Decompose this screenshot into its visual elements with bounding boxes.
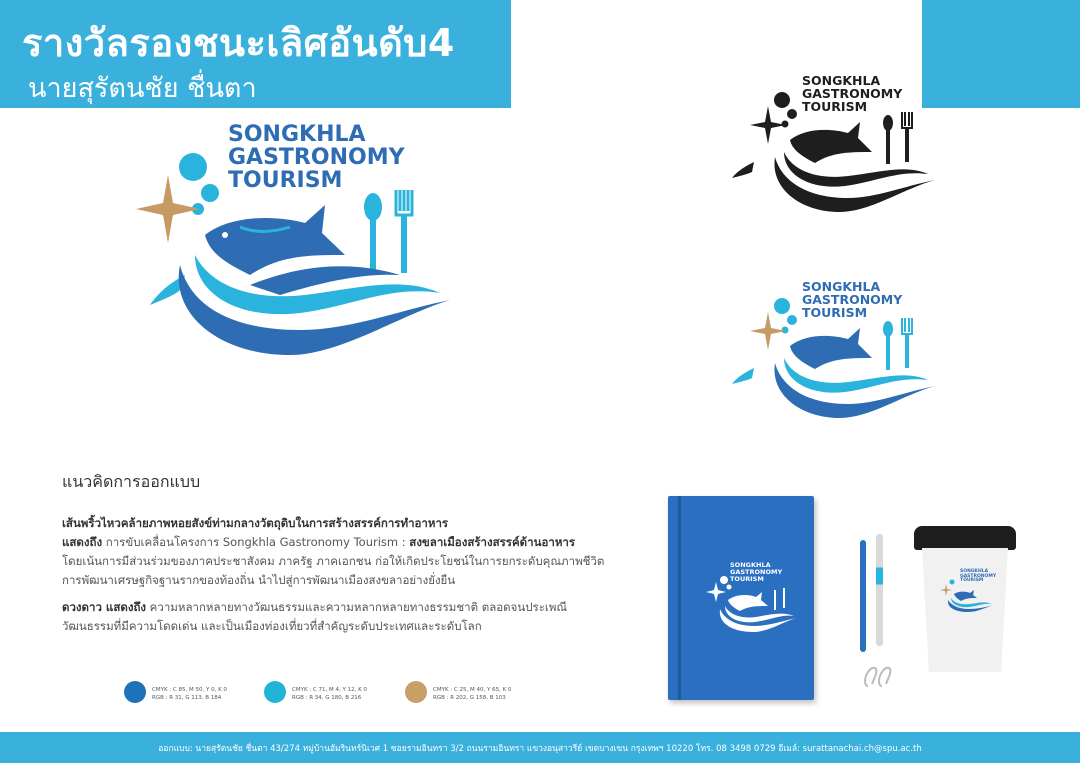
cup-lid	[914, 526, 1016, 550]
swatch-gold-label	[433, 686, 511, 702]
para2-lead: ดวงดาว แสดงถึง	[62, 600, 147, 614]
fork-icon	[902, 112, 912, 128]
logo-line-2: GASTRONOMY	[802, 86, 903, 102]
section-title: แนวคิดการออกแบบ	[62, 472, 201, 491]
logo-line-3: TOURISM	[730, 574, 764, 583]
swatch-rgb: RGB : R 31, G 113, B 184	[152, 695, 222, 701]
swatch-gold	[405, 681, 427, 703]
para2-line1: ความหลากหลายทางวัฒนธรรมและความหลากหลายทางธรรมชาติ ตลอดจนประเพณี	[146, 600, 568, 614]
swatch-rgb: RGB : R 202, G 158, B 103	[433, 695, 506, 701]
black-logo-graphic	[730, 70, 940, 220]
small-logo-graphic	[730, 278, 940, 428]
color-logo-small	[730, 278, 940, 428]
cup-logo-graphic	[936, 574, 996, 614]
corner-banner	[922, 0, 1080, 108]
pen-mockup-1	[860, 540, 866, 652]
main-logo-graphic	[100, 115, 460, 375]
concept-paragraph-1	[62, 514, 604, 590]
logo-line-2: GASTRONOMY	[802, 292, 903, 308]
bubble-large-icon	[179, 153, 207, 181]
logo-line-3: TOURISM	[960, 578, 984, 584]
footer-contact-text: ออกแบบ: นายสุรัตนชัย ชื่นตา 43/274 หมู่บ้านอัมรินทร์นิเวศ 1 ซอยรามอินทรา 3/2 ถนนรามอินทรา แขวงอนุสาวรีย์ เขตบางเขน กรุงเทพฯ 10220 โทร. 08 3498 0729 อีเมล์: surattanachai.ch@spu.ac.th	[158, 744, 922, 754]
para1-line2-emphasis: สงขลาเมืองสร้างสรรค์ด้านอาหาร	[409, 535, 576, 549]
notebook-mockup	[668, 496, 814, 700]
swatch-dark-blue-label	[152, 686, 227, 702]
swatch-dark-blue	[124, 681, 146, 703]
logo-line-2: GASTRONOMY	[228, 145, 405, 171]
swatch-rgb: RGB : R 34, G 180, B 216	[292, 695, 362, 701]
star-icon	[750, 312, 786, 350]
para1-line3: โดยเน้นการมีส่วนร่วมของภาคประชาสังคม ภาครัฐ ภาคเอกชน ก่อให้เกิดประโยชน์ในการยกระดับคุณภาพชีวิต	[62, 554, 605, 568]
fish-icon	[790, 328, 872, 369]
logo-line-2: GASTRONOMY	[960, 573, 997, 579]
pen-mockup-2	[876, 534, 883, 646]
swatch-cmyk: CMYK : C 71, M 4, Y 12, K 0	[292, 687, 367, 693]
notebook-logo-graphic	[698, 561, 798, 634]
logo-line-3: TOURISM	[228, 168, 343, 194]
fork-icon	[396, 190, 412, 215]
swatch-cmyk: CMYK : C 25, M 40, Y 65, K 0	[433, 687, 512, 693]
fork-icon	[902, 318, 912, 334]
logo-line-2: GASTRONOMY	[730, 567, 783, 576]
concept-paragraph-2	[62, 598, 567, 636]
fish-icon	[790, 122, 872, 163]
logo-line-3: TOURISM	[802, 305, 868, 321]
star-icon	[136, 175, 200, 243]
para2-line2: วัฒนธรรมที่มีความโดดเด่น และเป็นเมืองท่องเที่ยวที่สำคัญระดับประเทศและระดับโลก	[62, 619, 482, 633]
logo-line-1: SONGKHLA	[228, 122, 366, 147]
fish-icon	[205, 205, 345, 275]
designer-name: นายสุรัตนชัย ชื่นตา	[28, 73, 257, 104]
main-logo	[100, 115, 460, 375]
star-icon	[750, 106, 786, 144]
swatch-light-blue	[264, 681, 286, 703]
swatch-light-blue-label	[292, 686, 367, 702]
para1-line2-text: การขับเคลื่อนโครงการ Songkhla Gastronomy Tourism :	[102, 535, 410, 549]
logo-line-3: TOURISM	[802, 99, 868, 115]
footer-bar	[0, 732, 1080, 763]
para1-line4: การพัฒนาเศรษฐกิจฐานรากของท้องถิ่น นำไปสู่การพัฒนาเมืองสงขลาอย่างยั่งยืน	[62, 573, 456, 587]
logo-line-1: SONGKHLA	[802, 73, 881, 88]
para1-line2-lead: แสดงถึง	[62, 535, 103, 549]
para1-line1: เส้นพริ้วไหวคล้ายภาพหอยสังข์ท่ามกลางวัตถุดิบในการสร้างสรรค์การทำอาหาร	[62, 516, 449, 530]
award-title: รางวัลรองชนะเลิศอันดับ4	[22, 21, 455, 65]
swatch-cmyk: CMYK : C 85, M 50, Y 0, K 0	[152, 687, 227, 693]
logo-line-1: SONGKHLA	[730, 561, 771, 569]
black-logo	[730, 70, 940, 220]
bubble-medium-icon	[201, 184, 219, 202]
logo-line-1: SONGKHLA	[802, 279, 881, 294]
coffee-cup-mockup	[910, 524, 1020, 674]
paperclip-icon	[862, 662, 894, 690]
logo-line-1: SONGKHLA	[960, 569, 989, 574]
